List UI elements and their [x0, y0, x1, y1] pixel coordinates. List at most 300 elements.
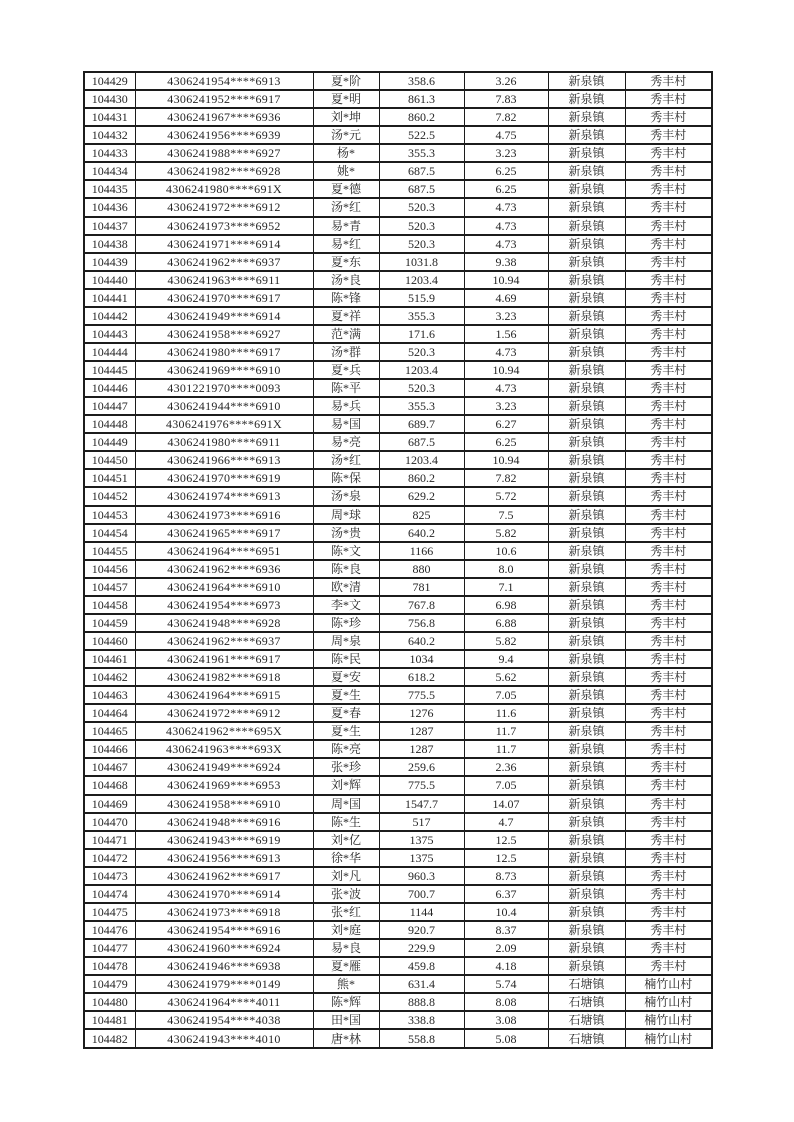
cell-id-number: 4306241949****6914 — [135, 307, 313, 325]
cell-town: 新泉镇 — [548, 614, 625, 632]
cell-name: 唐*林 — [313, 1029, 379, 1048]
cell-amount: 520.3 — [379, 343, 464, 361]
cell-id-number: 4306241963****693X — [135, 740, 313, 758]
cell-area: 8.08 — [464, 993, 548, 1011]
cell-amount: 515.9 — [379, 289, 464, 307]
table-row — [84, 650, 712, 668]
cell-town: 新泉镇 — [548, 722, 625, 740]
cell-area: 12.5 — [464, 849, 548, 867]
cell-area: 4.75 — [464, 126, 548, 144]
table-row — [84, 1011, 712, 1029]
cell-id-number: 4306241962****6937 — [135, 632, 313, 650]
cell-serial: 104459 — [84, 614, 135, 632]
cell-town: 新泉镇 — [548, 560, 625, 578]
cell-amount: 1034 — [379, 650, 464, 668]
cell-serial: 104445 — [84, 361, 135, 379]
cell-area: 6.37 — [464, 885, 548, 903]
cell-area: 11.7 — [464, 740, 548, 758]
table-row — [84, 162, 712, 180]
cell-name: 刘*坤 — [313, 108, 379, 126]
cell-area: 6.25 — [464, 162, 548, 180]
cell-name: 夏*明 — [313, 90, 379, 108]
cell-serial: 104432 — [84, 126, 135, 144]
cell-village: 秀丰村 — [625, 469, 712, 487]
cell-id-number: 4306241964****4011 — [135, 993, 313, 1011]
table-row — [84, 397, 712, 415]
cell-amount: 459.8 — [379, 957, 464, 975]
table-row — [84, 722, 712, 740]
cell-area: 9.38 — [464, 253, 548, 271]
cell-name: 夏*雁 — [313, 957, 379, 975]
cell-village: 秀丰村 — [625, 198, 712, 216]
cell-town: 新泉镇 — [548, 795, 625, 813]
cell-amount: 631.4 — [379, 975, 464, 993]
cell-village: 楠竹山村 — [625, 975, 712, 993]
cell-name: 张*红 — [313, 903, 379, 921]
cell-name: 刘*凡 — [313, 867, 379, 885]
cell-area: 3.23 — [464, 307, 548, 325]
cell-area: 4.73 — [464, 379, 548, 397]
cell-name: 陈*亮 — [313, 740, 379, 758]
table-row — [84, 776, 712, 794]
cell-serial: 104434 — [84, 162, 135, 180]
cell-serial: 104473 — [84, 867, 135, 885]
cell-id-number: 4306241956****6913 — [135, 849, 313, 867]
cell-amount: 1203.4 — [379, 271, 464, 289]
cell-amount: 1144 — [379, 903, 464, 921]
table-row — [84, 758, 712, 776]
cell-name: 姚* — [313, 162, 379, 180]
cell-id-number: 4306241958****6927 — [135, 325, 313, 343]
table-row — [84, 217, 712, 235]
cell-amount: 1375 — [379, 849, 464, 867]
cell-name: 张*波 — [313, 885, 379, 903]
cell-town: 新泉镇 — [548, 813, 625, 831]
cell-village: 秀丰村 — [625, 758, 712, 776]
table-row — [84, 361, 712, 379]
cell-amount: 1203.4 — [379, 451, 464, 469]
cell-amount: 558.8 — [379, 1029, 464, 1048]
cell-amount: 860.2 — [379, 469, 464, 487]
cell-town: 新泉镇 — [548, 885, 625, 903]
cell-village: 秀丰村 — [625, 578, 712, 596]
cell-town: 新泉镇 — [548, 307, 625, 325]
cell-name: 易*良 — [313, 939, 379, 957]
cell-amount: 1287 — [379, 722, 464, 740]
cell-serial: 104461 — [84, 650, 135, 668]
cell-area: 7.5 — [464, 506, 548, 524]
cell-name: 刘*庭 — [313, 921, 379, 939]
cell-village: 秀丰村 — [625, 867, 712, 885]
cell-town: 新泉镇 — [548, 903, 625, 921]
cell-id-number: 4306241970****6914 — [135, 885, 313, 903]
cell-area: 3.23 — [464, 397, 548, 415]
cell-name: 熊* — [313, 975, 379, 993]
cell-id-number: 4306241982****6928 — [135, 162, 313, 180]
cell-area: 7.05 — [464, 776, 548, 794]
cell-amount: 700.7 — [379, 885, 464, 903]
cell-village: 秀丰村 — [625, 668, 712, 686]
cell-town: 石塘镇 — [548, 1029, 625, 1048]
cell-serial: 104467 — [84, 758, 135, 776]
cell-area: 4.73 — [464, 343, 548, 361]
table-row — [84, 632, 712, 650]
cell-name: 陈*珍 — [313, 614, 379, 632]
cell-serial: 104468 — [84, 776, 135, 794]
table-row — [84, 614, 712, 632]
table-row — [84, 704, 712, 722]
table-row — [84, 578, 712, 596]
cell-village: 秀丰村 — [625, 921, 712, 939]
cell-amount: 517 — [379, 813, 464, 831]
cell-village: 楠竹山村 — [625, 993, 712, 1011]
cell-name: 汤*元 — [313, 126, 379, 144]
cell-id-number: 4306241982****6918 — [135, 668, 313, 686]
cell-town: 石塘镇 — [548, 993, 625, 1011]
cell-serial: 104478 — [84, 957, 135, 975]
cell-name: 夏*安 — [313, 668, 379, 686]
cell-amount: 1276 — [379, 704, 464, 722]
cell-id-number: 4306241972****6912 — [135, 704, 313, 722]
cell-village: 秀丰村 — [625, 795, 712, 813]
cell-village: 秀丰村 — [625, 289, 712, 307]
cell-serial: 104454 — [84, 524, 135, 542]
table-row — [84, 921, 712, 939]
cell-name: 刘*辉 — [313, 776, 379, 794]
cell-amount: 1203.4 — [379, 361, 464, 379]
cell-id-number: 4306241961****6917 — [135, 650, 313, 668]
cell-id-number: 4306241962****6936 — [135, 560, 313, 578]
cell-amount: 259.6 — [379, 758, 464, 776]
cell-village: 秀丰村 — [625, 596, 712, 614]
cell-serial: 104431 — [84, 108, 135, 126]
cell-name: 易*红 — [313, 235, 379, 253]
cell-town: 新泉镇 — [548, 776, 625, 794]
cell-area: 5.82 — [464, 524, 548, 542]
cell-village: 秀丰村 — [625, 90, 712, 108]
table-row — [84, 289, 712, 307]
table-row — [84, 524, 712, 542]
cell-serial: 104451 — [84, 469, 135, 487]
cell-town: 石塘镇 — [548, 975, 625, 993]
cell-amount: 1375 — [379, 831, 464, 849]
cell-area: 12.5 — [464, 831, 548, 849]
cell-name: 李*文 — [313, 596, 379, 614]
cell-village: 楠竹山村 — [625, 1029, 712, 1048]
cell-name: 陈*良 — [313, 560, 379, 578]
table-row — [84, 469, 712, 487]
cell-area: 7.05 — [464, 686, 548, 704]
cell-name: 汤*贵 — [313, 524, 379, 542]
cell-name: 田*国 — [313, 1011, 379, 1029]
cell-town: 新泉镇 — [548, 487, 625, 505]
cell-id-number: 4306241948****6928 — [135, 614, 313, 632]
cell-name: 杨* — [313, 144, 379, 162]
cell-serial: 104443 — [84, 325, 135, 343]
table-row — [84, 903, 712, 921]
cell-id-number: 4306241948****6916 — [135, 813, 313, 831]
cell-village: 秀丰村 — [625, 180, 712, 198]
cell-area: 4.73 — [464, 217, 548, 235]
cell-amount: 767.8 — [379, 596, 464, 614]
table-row — [84, 451, 712, 469]
cell-town: 新泉镇 — [548, 415, 625, 433]
cell-name: 汤*红 — [313, 451, 379, 469]
table-row — [84, 831, 712, 849]
cell-village: 秀丰村 — [625, 451, 712, 469]
cell-name: 陈*文 — [313, 542, 379, 560]
cell-name: 夏*祥 — [313, 307, 379, 325]
cell-name: 汤*群 — [313, 343, 379, 361]
cell-serial: 104465 — [84, 722, 135, 740]
cell-area: 7.82 — [464, 108, 548, 126]
table-row — [84, 325, 712, 343]
cell-amount: 520.3 — [379, 379, 464, 397]
cell-area: 3.23 — [464, 144, 548, 162]
cell-village: 秀丰村 — [625, 903, 712, 921]
table-row — [84, 975, 712, 993]
cell-town: 新泉镇 — [548, 198, 625, 216]
cell-town: 新泉镇 — [548, 831, 625, 849]
cell-area: 10.6 — [464, 542, 548, 560]
cell-serial: 104447 — [84, 397, 135, 415]
cell-town: 新泉镇 — [548, 632, 625, 650]
cell-area: 5.08 — [464, 1029, 548, 1048]
cell-id-number: 4306241980****691X — [135, 180, 313, 198]
cell-id-number: 4306241974****6913 — [135, 487, 313, 505]
cell-id-number: 4306241988****6927 — [135, 144, 313, 162]
cell-town: 新泉镇 — [548, 180, 625, 198]
cell-town: 新泉镇 — [548, 144, 625, 162]
cell-town: 新泉镇 — [548, 235, 625, 253]
cell-name: 夏*春 — [313, 704, 379, 722]
cell-village: 秀丰村 — [625, 957, 712, 975]
cell-village: 秀丰村 — [625, 126, 712, 144]
cell-town: 新泉镇 — [548, 939, 625, 957]
cell-town: 新泉镇 — [548, 740, 625, 758]
cell-id-number: 4306241979****0149 — [135, 975, 313, 993]
table-body — [84, 72, 712, 1048]
cell-amount: 687.5 — [379, 180, 464, 198]
cell-town: 新泉镇 — [548, 578, 625, 596]
cell-serial: 104471 — [84, 831, 135, 849]
table-row — [84, 307, 712, 325]
cell-amount: 171.6 — [379, 325, 464, 343]
cell-village: 秀丰村 — [625, 650, 712, 668]
cell-id-number: 4301221970****0093 — [135, 379, 313, 397]
cell-amount: 355.3 — [379, 307, 464, 325]
cell-serial: 104464 — [84, 704, 135, 722]
cell-area: 1.56 — [464, 325, 548, 343]
cell-area: 7.1 — [464, 578, 548, 596]
cell-name: 易*青 — [313, 217, 379, 235]
cell-town: 新泉镇 — [548, 650, 625, 668]
cell-id-number: 4306241960****6924 — [135, 939, 313, 957]
table-row — [84, 72, 712, 90]
cell-amount: 880 — [379, 560, 464, 578]
cell-amount: 520.3 — [379, 235, 464, 253]
table-row — [84, 126, 712, 144]
cell-amount: 825 — [379, 506, 464, 524]
cell-serial: 104450 — [84, 451, 135, 469]
cell-town: 新泉镇 — [548, 217, 625, 235]
cell-serial: 104475 — [84, 903, 135, 921]
table-row — [84, 939, 712, 957]
cell-area: 9.4 — [464, 650, 548, 668]
cell-id-number: 4306241976****691X — [135, 415, 313, 433]
cell-serial: 104479 — [84, 975, 135, 993]
table-row — [84, 235, 712, 253]
cell-serial: 104460 — [84, 632, 135, 650]
cell-id-number: 4306241954****6916 — [135, 921, 313, 939]
cell-serial: 104462 — [84, 668, 135, 686]
cell-area: 8.37 — [464, 921, 548, 939]
cell-id-number: 4306241970****6919 — [135, 469, 313, 487]
cell-area: 8.0 — [464, 560, 548, 578]
cell-amount: 920.7 — [379, 921, 464, 939]
table-row — [84, 343, 712, 361]
cell-name: 汤*良 — [313, 271, 379, 289]
table-row — [84, 1029, 712, 1048]
cell-id-number: 4306241943****4010 — [135, 1029, 313, 1048]
cell-id-number: 4306241962****6917 — [135, 867, 313, 885]
cell-id-number: 4306241964****6915 — [135, 686, 313, 704]
cell-area: 4.69 — [464, 289, 548, 307]
cell-serial: 104456 — [84, 560, 135, 578]
cell-town: 新泉镇 — [548, 379, 625, 397]
cell-id-number: 4306241943****6919 — [135, 831, 313, 849]
cell-village: 秀丰村 — [625, 253, 712, 271]
cell-amount: 687.5 — [379, 162, 464, 180]
cell-serial: 104470 — [84, 813, 135, 831]
cell-area: 4.73 — [464, 198, 548, 216]
cell-village: 秀丰村 — [625, 542, 712, 560]
cell-area: 5.72 — [464, 487, 548, 505]
cell-town: 新泉镇 — [548, 451, 625, 469]
cell-area: 10.94 — [464, 271, 548, 289]
cell-id-number: 4306241973****6918 — [135, 903, 313, 921]
cell-name: 陈*锋 — [313, 289, 379, 307]
cell-amount: 689.7 — [379, 415, 464, 433]
cell-village: 秀丰村 — [625, 361, 712, 379]
cell-area: 6.25 — [464, 433, 548, 451]
cell-serial: 104444 — [84, 343, 135, 361]
cell-village: 秀丰村 — [625, 487, 712, 505]
cell-id-number: 4306241964****6951 — [135, 542, 313, 560]
cell-village: 秀丰村 — [625, 397, 712, 415]
cell-village: 秀丰村 — [625, 162, 712, 180]
cell-id-number: 4306241980****6917 — [135, 343, 313, 361]
cell-town: 新泉镇 — [548, 108, 625, 126]
cell-village: 秀丰村 — [625, 849, 712, 867]
table-row — [84, 415, 712, 433]
cell-town: 新泉镇 — [548, 90, 625, 108]
cell-amount: 520.3 — [379, 217, 464, 235]
cell-serial: 104441 — [84, 289, 135, 307]
cell-name: 陈*生 — [313, 813, 379, 831]
cell-town: 新泉镇 — [548, 704, 625, 722]
cell-village: 秀丰村 — [625, 379, 712, 397]
cell-area: 4.7 — [464, 813, 548, 831]
cell-area: 10.4 — [464, 903, 548, 921]
cell-village: 秀丰村 — [625, 722, 712, 740]
cell-town: 新泉镇 — [548, 325, 625, 343]
cell-id-number: 4306241952****6917 — [135, 90, 313, 108]
cell-amount: 618.2 — [379, 668, 464, 686]
cell-area: 14.07 — [464, 795, 548, 813]
cell-name: 徐*华 — [313, 849, 379, 867]
cell-amount: 687.5 — [379, 433, 464, 451]
cell-name: 刘*亿 — [313, 831, 379, 849]
cell-town: 新泉镇 — [548, 524, 625, 542]
cell-amount: 640.2 — [379, 524, 464, 542]
cell-name: 陈*民 — [313, 650, 379, 668]
cell-town: 新泉镇 — [548, 867, 625, 885]
cell-town: 新泉镇 — [548, 72, 625, 90]
table-row — [84, 993, 712, 1011]
cell-serial: 104458 — [84, 596, 135, 614]
cell-amount: 338.8 — [379, 1011, 464, 1029]
cell-id-number: 4306241954****4038 — [135, 1011, 313, 1029]
table-row — [84, 957, 712, 975]
cell-area: 10.94 — [464, 451, 548, 469]
cell-area: 6.25 — [464, 180, 548, 198]
cell-amount: 229.9 — [379, 939, 464, 957]
cell-id-number: 4306241966****6913 — [135, 451, 313, 469]
cell-amount: 358.6 — [379, 72, 464, 90]
cell-name: 夏*兵 — [313, 361, 379, 379]
cell-village: 秀丰村 — [625, 144, 712, 162]
table-row — [84, 379, 712, 397]
cell-name: 汤*泉 — [313, 487, 379, 505]
table-row — [84, 867, 712, 885]
cell-area: 4.73 — [464, 235, 548, 253]
cell-town: 新泉镇 — [548, 271, 625, 289]
cell-town: 新泉镇 — [548, 596, 625, 614]
cell-id-number: 4306241946****6938 — [135, 957, 313, 975]
cell-town: 新泉镇 — [548, 758, 625, 776]
cell-town: 新泉镇 — [548, 849, 625, 867]
cell-id-number: 4306241967****6936 — [135, 108, 313, 126]
cell-serial: 104453 — [84, 506, 135, 524]
cell-village: 秀丰村 — [625, 885, 712, 903]
table-row — [84, 813, 712, 831]
cell-town: 新泉镇 — [548, 469, 625, 487]
cell-village: 秀丰村 — [625, 415, 712, 433]
table-row — [84, 180, 712, 198]
cell-amount: 522.5 — [379, 126, 464, 144]
cell-name: 易*亮 — [313, 433, 379, 451]
cell-serial: 104452 — [84, 487, 135, 505]
cell-village: 秀丰村 — [625, 307, 712, 325]
cell-area: 6.88 — [464, 614, 548, 632]
cell-town: 新泉镇 — [548, 162, 625, 180]
cell-amount: 1287 — [379, 740, 464, 758]
cell-amount: 756.8 — [379, 614, 464, 632]
cell-id-number: 4306241949****6924 — [135, 758, 313, 776]
cell-name: 夏*东 — [313, 253, 379, 271]
cell-serial: 104442 — [84, 307, 135, 325]
cell-serial: 104477 — [84, 939, 135, 957]
cell-area: 8.73 — [464, 867, 548, 885]
cell-area: 11.6 — [464, 704, 548, 722]
cell-amount: 775.5 — [379, 686, 464, 704]
cell-name: 周*国 — [313, 795, 379, 813]
cell-serial: 104476 — [84, 921, 135, 939]
cell-town: 新泉镇 — [548, 433, 625, 451]
cell-serial: 104448 — [84, 415, 135, 433]
beneficiary-table — [83, 71, 713, 1049]
